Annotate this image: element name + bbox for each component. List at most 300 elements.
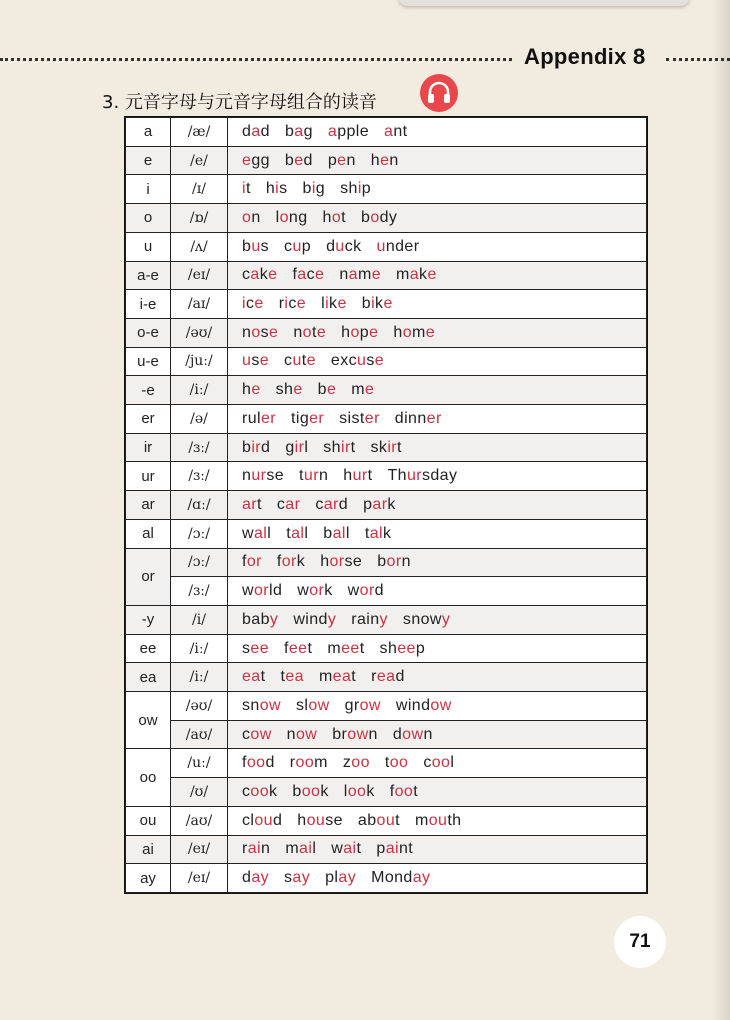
highlighted-letters: ur [352, 467, 368, 485]
word-part: m [327, 639, 342, 657]
word-part: t [367, 467, 373, 485]
ipa-cell: /e/ [171, 146, 228, 175]
word-part: n [368, 725, 378, 743]
word-part: p [327, 151, 338, 169]
word-part: r [371, 668, 377, 686]
word-part: l [312, 840, 317, 858]
example-words-cell [228, 778, 647, 807]
highlighted-letters: ay [292, 869, 311, 887]
word-part: ld [269, 582, 283, 600]
word-part: b [292, 783, 302, 801]
example-word [277, 553, 305, 570]
table-row [126, 663, 647, 692]
ipa-cell: /ə/ [171, 405, 228, 434]
example-word [284, 238, 311, 255]
highlighted-letters: ai [299, 840, 313, 858]
ipa-cell: /ʊ/ [171, 778, 228, 807]
example-word [340, 180, 371, 197]
example-word [242, 525, 271, 542]
example-word [242, 295, 264, 312]
example-word [339, 266, 381, 283]
example-words-cell [228, 491, 647, 520]
highlighted-letters: e [242, 151, 252, 169]
example-word [290, 754, 328, 771]
word-part: l [304, 438, 309, 456]
example-word [292, 783, 328, 800]
word-part: n [389, 151, 399, 169]
word-part: nt [398, 840, 414, 858]
example-word [242, 352, 269, 369]
word-part: m [285, 840, 300, 858]
word-part: t [307, 639, 313, 657]
word-part: w [297, 582, 310, 600]
highlighted-letters: e [427, 266, 437, 284]
word-part: cl [242, 811, 255, 829]
highlighted-letters: e [259, 352, 270, 370]
headphones-icon[interactable] [420, 74, 458, 112]
ipa-cell: /aʊ/ [171, 720, 228, 749]
word-part: s [284, 869, 293, 887]
word-part: pl [325, 869, 339, 887]
highlighted-letters: ur [251, 467, 267, 485]
page-number: 71 [614, 916, 666, 968]
example-words-cell [228, 405, 647, 434]
example-word [279, 295, 306, 312]
example-words-cell [228, 261, 647, 290]
highlighted-letters: ou [254, 811, 273, 829]
example-word [423, 754, 454, 771]
example-word [318, 381, 337, 398]
highlighted-letters: u [335, 237, 345, 255]
appendix-title: Appendix 8 [524, 44, 646, 69]
word-part: l [267, 524, 272, 542]
highlighted-letters: u [292, 237, 302, 255]
highlighted-letters: e [365, 381, 375, 399]
letter-cell: ir [126, 433, 171, 462]
word-part: k [366, 783, 375, 801]
word-part: c [306, 266, 316, 284]
word-part: n [286, 725, 296, 743]
word-part: rain [351, 610, 380, 628]
example-word [365, 525, 392, 542]
example-word [285, 439, 308, 456]
highlighted-letters: a [327, 122, 338, 140]
ipa-cell: /ɔː/ [171, 519, 228, 548]
word-part: t [341, 208, 346, 226]
word-part: h [297, 811, 307, 829]
highlighted-letters: a [251, 122, 261, 140]
highlighted-letters: y [327, 610, 337, 628]
word-part: f [389, 783, 395, 801]
table-row [126, 605, 647, 634]
word-part: t [301, 352, 307, 370]
highlighted-letters: e [337, 151, 347, 169]
example-words-cell [228, 376, 647, 405]
word-part: exc [330, 352, 358, 370]
word-part: d [272, 811, 283, 829]
highlighted-letters: ar [323, 495, 339, 513]
word-part: h [320, 553, 330, 571]
highlighted-letters: ou [428, 811, 448, 829]
example-word [242, 840, 270, 857]
word-part: w [331, 840, 344, 858]
example-words-cell [228, 864, 647, 893]
example-word [242, 209, 261, 226]
ipa-cell: /aɪ/ [171, 290, 228, 319]
example-word [242, 123, 270, 140]
highlighted-letters: or [386, 553, 402, 571]
word-part: d [242, 869, 252, 887]
word-part: f [284, 639, 289, 657]
word-part: b [361, 295, 372, 313]
highlighted-letters: oo [246, 754, 266, 772]
table-row [126, 232, 647, 261]
ipa-cell: /ɑː/ [171, 491, 228, 520]
example-word [332, 726, 378, 743]
highlighted-letters: ir [294, 438, 305, 456]
highlighted-letters: oo [295, 754, 315, 772]
highlighted-letters: ow [250, 725, 272, 743]
word-part: b [284, 122, 295, 140]
word-part: s [260, 323, 270, 341]
example-word [343, 754, 370, 771]
table-row [126, 118, 647, 147]
highlighted-letters: ay [251, 869, 270, 887]
word-part: k [259, 266, 269, 284]
word-part: t [257, 495, 262, 513]
example-words-cell [228, 175, 647, 204]
example-word [293, 324, 326, 341]
word-part: d [392, 725, 403, 743]
highlighted-letters: ai [385, 840, 399, 858]
word-part: k [296, 553, 306, 571]
highlighted-letters: e [315, 266, 325, 284]
example-word [371, 869, 430, 886]
word-part: d [374, 582, 384, 600]
word-part: b [242, 438, 252, 456]
highlighted-letters: ow [347, 725, 369, 743]
word-part: k [320, 783, 329, 801]
table-row [126, 376, 647, 405]
example-word [371, 152, 399, 169]
example-words-cell [228, 347, 647, 376]
highlighted-letters: i [357, 180, 362, 198]
word-part: n [242, 467, 252, 485]
word-part: c [245, 295, 255, 313]
word-part: d [303, 151, 313, 169]
example-word [385, 754, 408, 771]
example-word [323, 209, 346, 226]
ipa-cell: /əʊ/ [171, 692, 228, 721]
word-part: se [325, 811, 343, 829]
word-part: l [321, 295, 326, 313]
highlighted-letters: u [376, 237, 386, 255]
ipa-cell: /uː/ [171, 749, 228, 778]
example-word [277, 496, 300, 513]
highlighted-letters: or [329, 553, 345, 571]
example-word [276, 381, 303, 398]
highlighted-letters: i [284, 295, 289, 313]
table-row [126, 347, 647, 376]
example-word [297, 812, 343, 829]
word-part: g [303, 122, 313, 140]
highlighted-letters: e [254, 295, 264, 313]
example-words-cell [228, 663, 647, 692]
word-part: se [266, 467, 285, 485]
word-part: s [251, 352, 260, 370]
highlighted-letters: u [292, 352, 302, 370]
highlighted-letters: i [242, 180, 246, 198]
word-part: s [279, 180, 288, 198]
letter-cell: a [126, 118, 171, 147]
highlighted-letters: a [294, 122, 304, 140]
table-row [126, 261, 647, 290]
word-part: c [276, 495, 286, 513]
example-word [315, 496, 348, 513]
example-word [285, 152, 313, 169]
highlighted-letters: ai [343, 840, 357, 858]
example-word [325, 869, 356, 886]
word-part: dy [379, 208, 398, 226]
word-part: d [395, 668, 405, 686]
table-row [126, 806, 647, 835]
letter-cell: al [126, 519, 171, 548]
word-part: ab [357, 811, 377, 829]
highlighted-letters: ow [402, 725, 424, 743]
highlighted-letters: or [253, 582, 269, 600]
highlighted-letters: a [348, 266, 358, 284]
highlighted-letters: o [370, 208, 380, 226]
word-part: sn [242, 696, 260, 714]
word-part: t [260, 668, 266, 686]
word-part: p [415, 639, 426, 657]
example-word [242, 668, 265, 685]
word-part: wind [395, 696, 431, 714]
example-word [280, 668, 303, 685]
ipa-cell: /ɪ/ [171, 175, 228, 204]
example-word [242, 439, 270, 456]
example-word [403, 611, 450, 628]
word-part: m [396, 266, 410, 284]
example-words-cell [228, 318, 647, 347]
word-part: sl [295, 696, 309, 714]
word-part: k [419, 266, 428, 284]
example-word [284, 640, 312, 657]
example-word [242, 238, 269, 255]
highlighted-letters: ay [412, 869, 431, 887]
example-words-cell [228, 634, 647, 663]
word-part: d [242, 122, 252, 140]
highlighted-letters: ow [359, 696, 381, 714]
example-word [303, 180, 326, 197]
word-part: n [423, 725, 433, 743]
example-word [285, 840, 316, 857]
highlighted-letters: ee [397, 639, 416, 657]
word-part: pple [337, 122, 370, 140]
ipa-cell: /eɪ/ [171, 261, 228, 290]
highlighted-letters: u [357, 352, 367, 370]
table-row [126, 175, 647, 204]
word-part: z [342, 754, 352, 772]
letter-cell: u [126, 232, 171, 261]
word-part: m [351, 381, 365, 399]
letter-cell: e [126, 146, 171, 175]
highlighted-letters: e [425, 323, 436, 341]
example-word [242, 582, 282, 599]
word-part: t [280, 668, 286, 686]
highlighted-letters: e [268, 266, 278, 284]
example-words-cell [228, 232, 647, 261]
highlighted-letters: ar [372, 495, 388, 513]
word-part: f [242, 553, 247, 571]
example-word [341, 324, 378, 341]
word-part: b [317, 381, 327, 399]
example-word [344, 783, 375, 800]
word-part: r [242, 840, 248, 858]
word-part: t [286, 524, 292, 542]
example-word [242, 553, 262, 570]
ipa-cell: /iː/ [171, 634, 228, 663]
ipa-cell: /əʊ/ [171, 318, 228, 347]
example-word [371, 439, 402, 456]
ipa-cell: /iː/ [171, 376, 228, 405]
letter-cell: ee [126, 634, 171, 663]
word-part: f [276, 553, 282, 571]
word-part: tig [291, 409, 310, 427]
example-word [343, 467, 372, 484]
example-word [320, 553, 362, 570]
word-part: dinn [394, 409, 427, 427]
table-row [126, 634, 647, 663]
word-part: l [450, 754, 455, 772]
word-part: p [361, 180, 372, 198]
ipa-cell: /ɒ/ [171, 204, 228, 233]
example-word [361, 209, 397, 226]
example-word [327, 640, 364, 657]
highlighted-letters: i [275, 180, 280, 198]
example-word [371, 668, 405, 685]
highlighted-letters: a [409, 266, 420, 284]
highlighted-letters: i [325, 295, 330, 313]
word-part: h [393, 323, 403, 341]
word-part: Th [387, 467, 407, 485]
highlighted-letters: oo [301, 783, 321, 801]
example-word [384, 123, 407, 140]
example-word [415, 812, 462, 829]
highlighted-letters: e [374, 352, 385, 370]
table-row [126, 577, 647, 606]
table-row [126, 405, 647, 434]
letter-cell: i-e [126, 290, 171, 319]
letter-cell: -y [126, 605, 171, 634]
word-part: k [375, 295, 384, 313]
table-row [126, 290, 647, 319]
highlighted-letters: u [242, 352, 252, 370]
example-word [377, 553, 411, 570]
word-part: bab [242, 610, 270, 628]
word-part: t [245, 180, 251, 198]
example-word [323, 525, 350, 542]
word-part: b [302, 180, 312, 198]
highlighted-letters: y [269, 610, 279, 628]
highlighted-letters: ai [247, 840, 261, 858]
top-tab [398, 0, 690, 6]
word-part: k [269, 783, 278, 801]
highlighted-letters: o [331, 208, 342, 226]
word-part: k [382, 524, 392, 542]
highlighted-letters: i [311, 180, 316, 198]
word-part: sh [340, 180, 358, 198]
highlighted-letters: o [302, 323, 312, 341]
example-word [242, 783, 277, 800]
example-word [291, 410, 324, 427]
example-word [242, 152, 270, 169]
example-word [345, 697, 381, 714]
example-word [390, 783, 418, 800]
word-part: d [265, 754, 275, 772]
table-row [126, 462, 647, 491]
highlighted-letters: ow [295, 725, 318, 743]
highlighted-letters: ur [406, 467, 422, 485]
highlighted-letters: oo [250, 783, 270, 801]
highlighted-letters: ow [259, 696, 281, 714]
word-part: t [359, 639, 365, 657]
word-part: sk [370, 438, 388, 456]
highlighted-letters: o [242, 208, 252, 226]
word-part: sh [275, 381, 294, 399]
example-word [242, 697, 281, 714]
word-part: h [343, 467, 353, 485]
word-part: d [338, 495, 349, 513]
word-part: c [242, 783, 251, 801]
word-part: c [242, 725, 251, 743]
letter-cell: -e [126, 376, 171, 405]
table-row [126, 491, 647, 520]
example-word [287, 726, 318, 743]
highlighted-letters: a [297, 266, 307, 284]
word-part: f [292, 266, 298, 284]
word-part: l [345, 524, 350, 542]
example-words-cell [228, 146, 647, 175]
word-part: m [314, 754, 328, 772]
letter-cell: ar [126, 491, 171, 520]
word-part: s [242, 639, 251, 657]
table-row [126, 204, 647, 233]
word-part: t [364, 524, 370, 542]
word-part: t [311, 323, 317, 341]
letter-cell: ea [126, 663, 171, 692]
example-word [358, 812, 400, 829]
ipa-cell: /eɪ/ [171, 835, 228, 864]
highlighted-letters: i [371, 295, 376, 313]
word-part: ck [344, 237, 362, 255]
letter-cell: oo [126, 749, 171, 806]
word-part: p [301, 237, 312, 255]
highlighted-letters: ea [285, 668, 304, 686]
example-word [242, 754, 275, 771]
word-part: sday [421, 467, 458, 485]
highlighted-letters: a [384, 122, 394, 140]
example-word [393, 324, 435, 341]
highlighted-letters: or [359, 582, 375, 600]
highlighted-letters: er [364, 409, 380, 427]
highlighted-letters: o [402, 323, 413, 341]
letter-cell: ay [126, 864, 171, 893]
letter-cell: ou [126, 806, 171, 835]
highlighted-letters: oo [394, 783, 414, 801]
highlighted-letters: e [296, 295, 307, 313]
word-part: w [242, 524, 254, 542]
